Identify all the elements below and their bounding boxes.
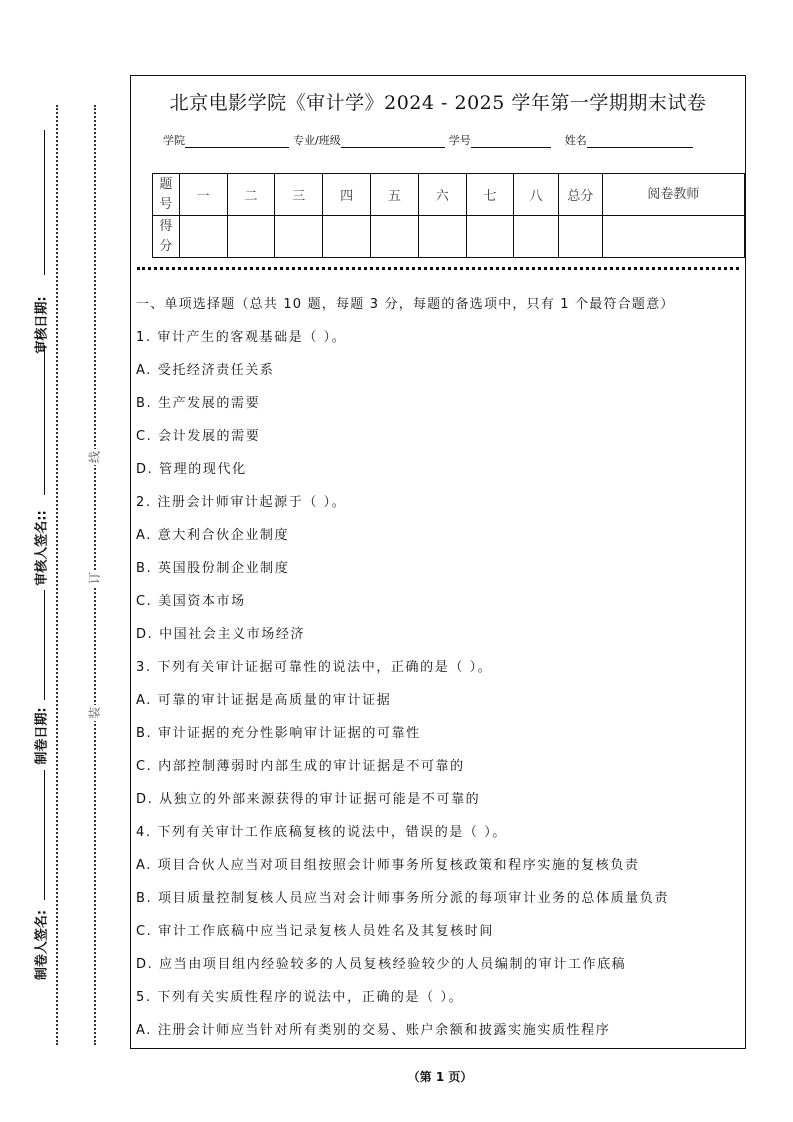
score-cell[interactable] (558, 216, 602, 258)
dotted-line-outer (56, 105, 58, 1045)
answer-option[interactable]: A. 意大利合伙企业制度 (136, 528, 290, 543)
column-header: 一 (179, 174, 227, 216)
cut-mark-staple: 装 (87, 706, 102, 720)
signature-line (44, 130, 45, 275)
answer-option[interactable]: B. 生产发展的需要 (136, 396, 261, 411)
row-label-question-no: 题号 (153, 174, 180, 216)
preparer-signature-label: 制卷人签名: (34, 909, 50, 981)
review-date-label: 审核日期: (34, 296, 50, 354)
exam-title: 北京电影学院《审计学》2024 - 2025 学年第一学期期末试卷 (169, 92, 707, 114)
question-stem: 2. 注册会计师审计起源于（ ）。 (136, 495, 347, 510)
major-class-label: 专业/班级 (293, 134, 341, 147)
column-header: 阅卷教师 (602, 174, 744, 216)
column-header: 六 (418, 174, 466, 216)
column-header: 七 (466, 174, 514, 216)
answer-option[interactable]: D. 应当由项目组内经验较多的人员复核经验较少的人员编制的审计工作底稿 (136, 957, 627, 972)
score-table-score-row (153, 216, 745, 258)
exam-page-frame (130, 75, 746, 1049)
answer-option[interactable]: C. 内部控制薄弱时内部生成的审计证据是不可靠的 (136, 759, 465, 774)
question-stem: 1. 审计产生的客观基础是（ ）。 (136, 330, 347, 345)
row-label-score: 得分 (153, 216, 180, 258)
college-field[interactable] (185, 135, 289, 148)
answer-option[interactable]: A. 注册会计师应当针对所有类别的交易、账户余额和披露实施实质性程序 (136, 1023, 611, 1038)
question-stem: 5. 下列有关实质性程序的说法中，正确的是（ ）。 (136, 990, 464, 1005)
answer-option[interactable]: A. 受托经济责任关系 (136, 363, 275, 378)
dotted-separator (137, 267, 739, 270)
reviewer-signature-label: 审核人签名:: (34, 510, 50, 586)
column-header: 四 (323, 174, 371, 216)
signature-line (44, 590, 45, 700)
score-cell[interactable] (227, 216, 275, 258)
signature-line (44, 345, 45, 495)
column-header: 八 (514, 174, 558, 216)
college-label: 学院 (163, 134, 185, 147)
score-table (152, 173, 745, 258)
cut-mark-line: 线 (87, 450, 102, 464)
answer-option[interactable]: C. 会计发展的需要 (136, 429, 261, 444)
answer-option[interactable]: B. 项目质量控制复核人员应当对会计师事务所分派的每项审计业务的总体质量负责 (136, 891, 669, 906)
question-stem: 4. 下列有关审计工作底稿复核的说法中，错误的是（ ）。 (136, 825, 507, 840)
score-cell[interactable] (466, 216, 514, 258)
student-info-fields (163, 132, 697, 148)
name-field[interactable] (587, 135, 693, 148)
student-id-field[interactable] (471, 135, 551, 148)
answer-option[interactable]: A. 项目合伙人应当对项目组按照会计师事务所复核政策和程序实施的复核负责 (136, 858, 640, 873)
score-cell[interactable] (371, 216, 419, 258)
answer-option[interactable]: D. 从独立的外部来源获得的审计证据可能是不可靠的 (136, 792, 481, 807)
student-id-label: 学号 (448, 134, 471, 147)
score-cell[interactable] (514, 216, 558, 258)
answer-option[interactable]: C. 美国资本市场 (136, 594, 246, 609)
cut-mark-bind: 订 (87, 571, 102, 585)
answer-option[interactable]: A. 可靠的审计证据是高质量的审计证据 (136, 693, 392, 708)
score-cell[interactable] (418, 216, 466, 258)
score-cell[interactable] (323, 216, 371, 258)
answer-option[interactable]: B. 审计证据的充分性影响审计证据的可靠性 (136, 726, 421, 741)
question-stem: 3. 下列有关审计证据可靠性的说法中，正确的是（ ）。 (136, 660, 493, 675)
section-heading: 一、单项选择题（总共 10 题，每题 3 分，每题的备选项中，只有 1 个最符合题意） (136, 297, 675, 312)
column-header: 总分 (558, 174, 602, 216)
prepare-date-label: 制卷日期: (34, 707, 50, 765)
column-header: 三 (275, 174, 323, 216)
answer-option[interactable]: B. 英国股份制企业制度 (136, 561, 290, 576)
page-number: （第 1 页） (407, 1070, 473, 1084)
name-label: 姓名 (564, 134, 587, 147)
answer-option[interactable]: D. 中国社会主义市场经济 (136, 627, 306, 642)
major-class-field[interactable] (341, 135, 445, 148)
score-table-header-row (153, 174, 745, 216)
score-cell[interactable] (179, 216, 227, 258)
answer-option[interactable]: C. 审计工作底稿中应当记录复核人员姓名及其复核时间 (136, 924, 494, 939)
signature-line (44, 770, 45, 900)
score-cell[interactable] (602, 216, 744, 258)
column-header: 二 (227, 174, 275, 216)
column-header: 五 (371, 174, 419, 216)
score-cell[interactable] (275, 216, 323, 258)
answer-option[interactable]: D. 管理的现代化 (136, 462, 247, 477)
